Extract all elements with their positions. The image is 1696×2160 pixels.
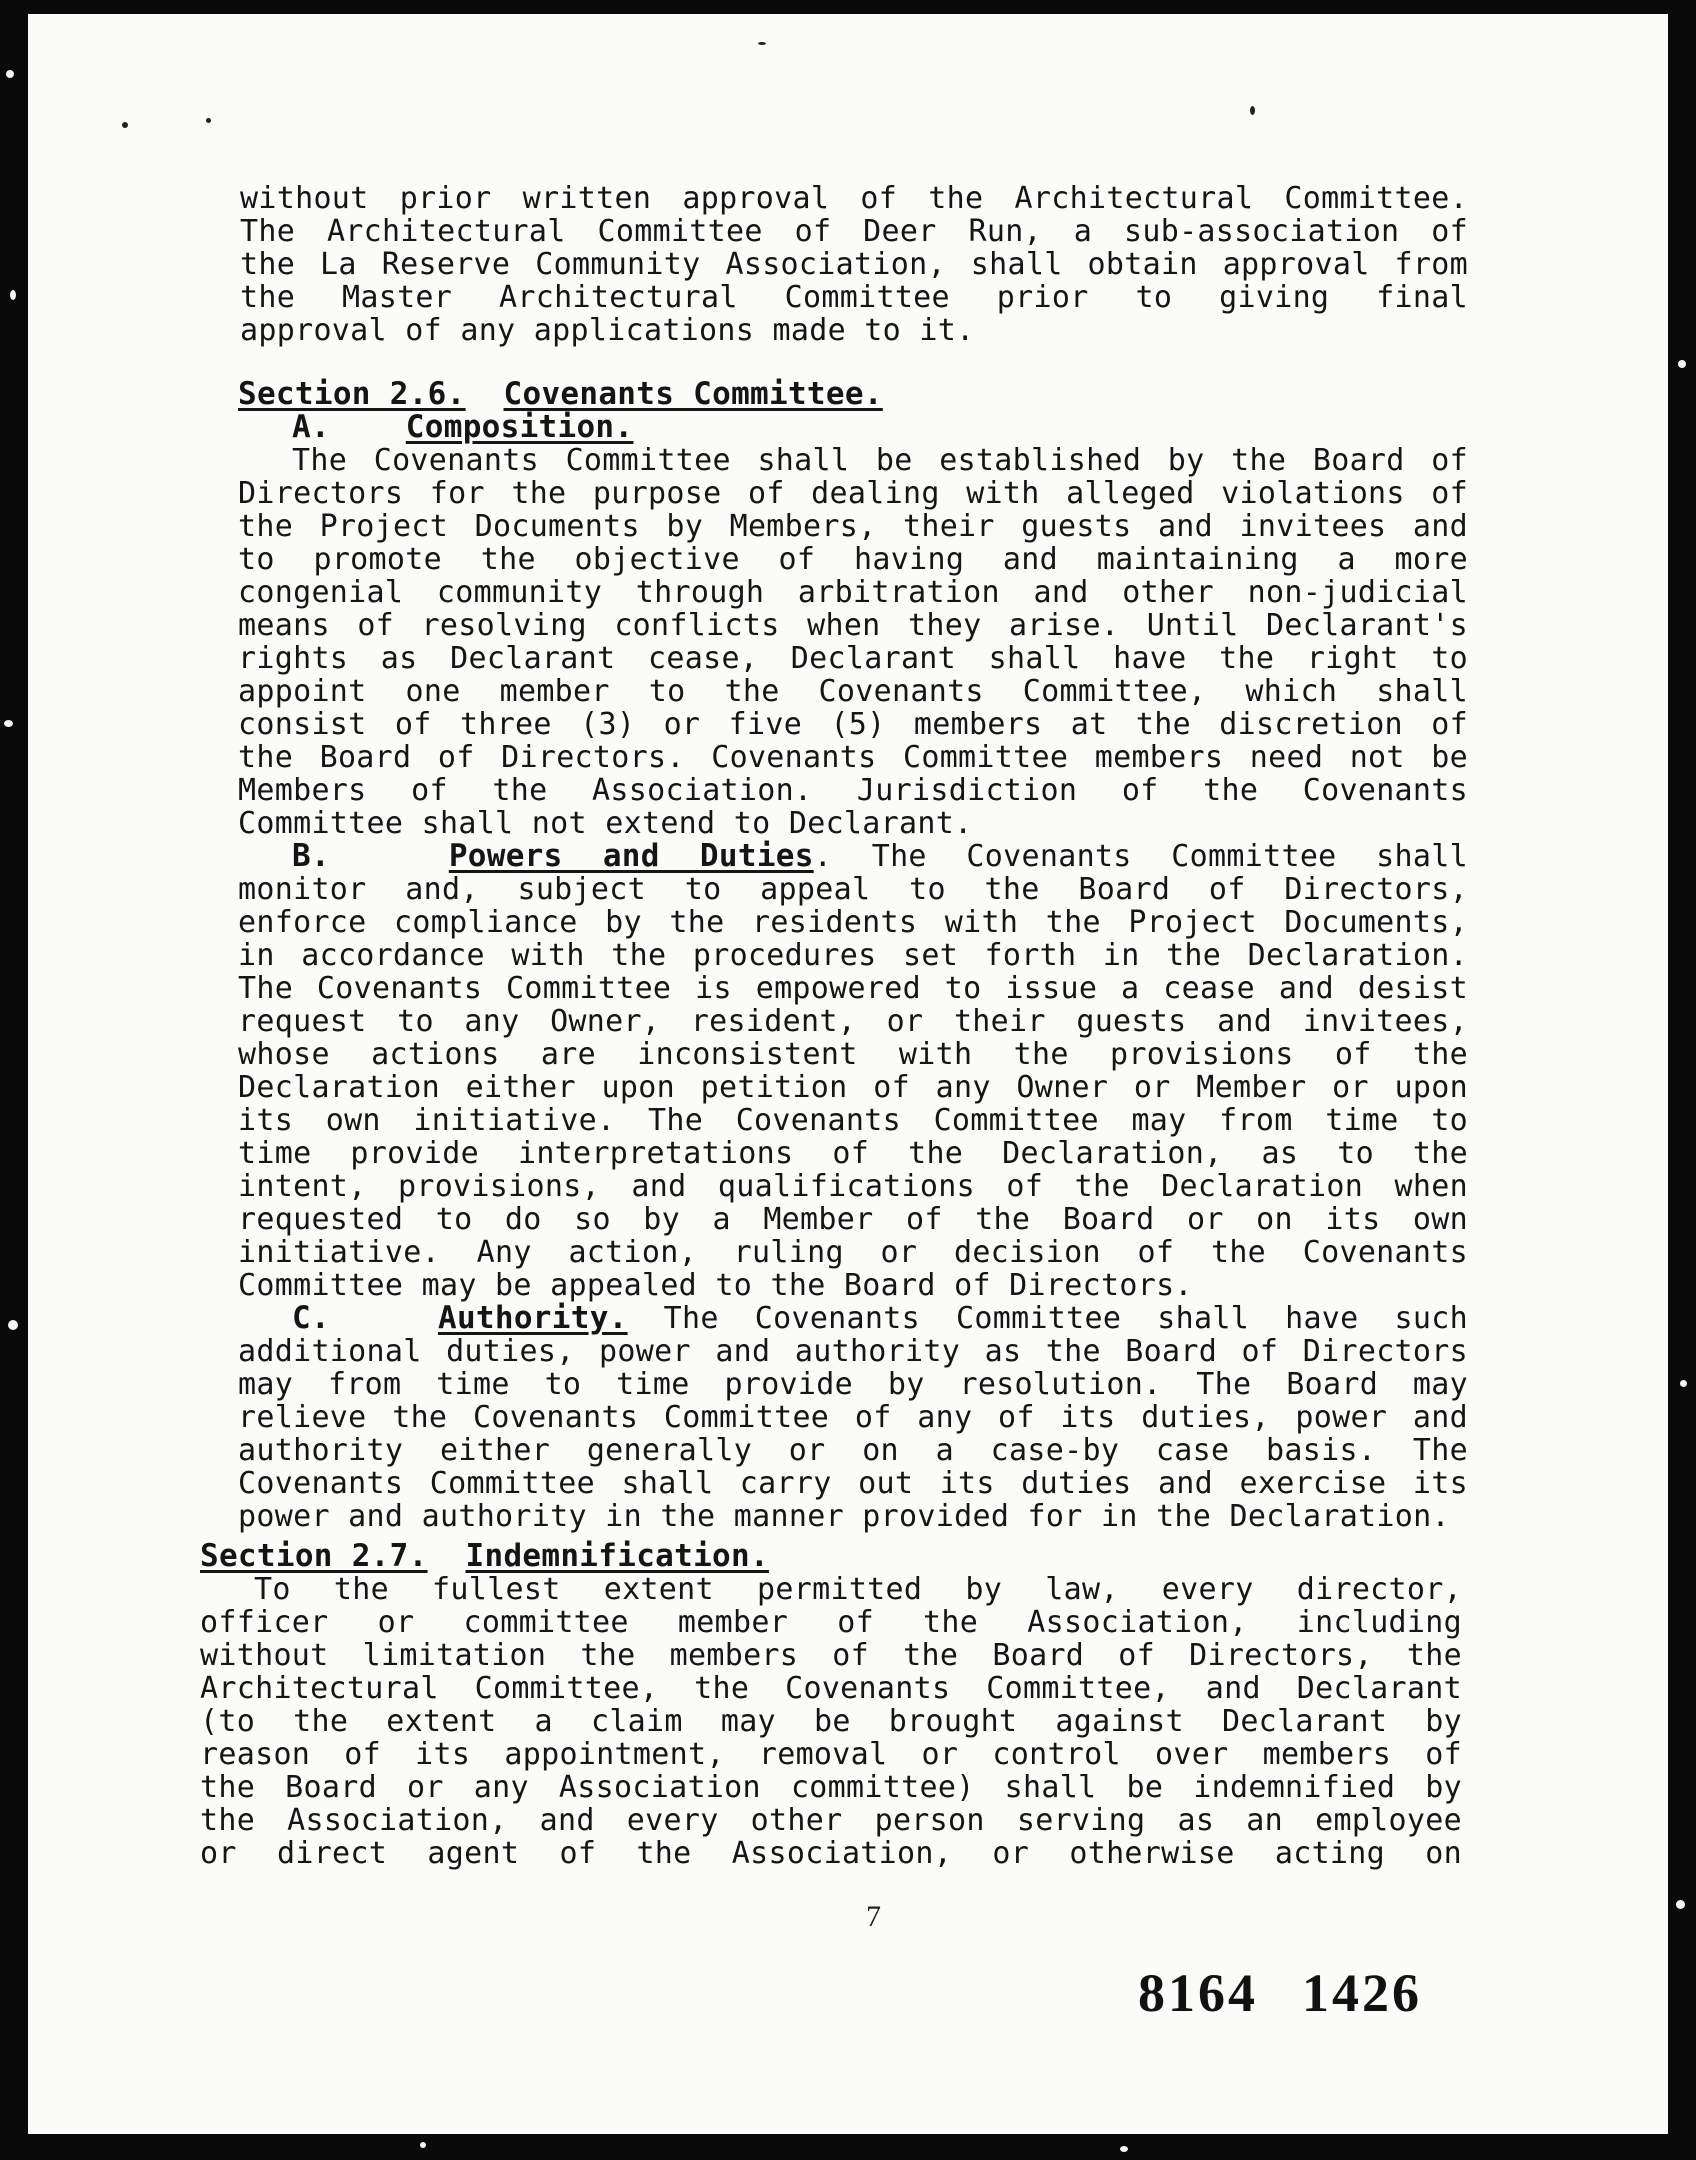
text-line: To the fullest extent permitted by law, every director, — [254, 1572, 1462, 1607]
subsection-title: Powers and Duties — [448, 838, 814, 874]
scan-noise — [1680, 1380, 1687, 1387]
text-line: Covenants Committee shall carry out its duties and exercise its — [238, 1466, 1468, 1501]
text-line: Declaration either upon petition of any Owner or Member or upon — [238, 1070, 1468, 1105]
text-line: officer or committee member of the Association, including — [200, 1605, 1462, 1640]
recording-stamp — [1138, 1962, 1422, 2024]
scan-speck — [206, 118, 211, 123]
text-line: congenial community through arbitration and other non-judicial — [238, 575, 1468, 610]
text-line: The Covenants Committee shall be established by the Board of — [292, 443, 1468, 478]
subsection-b-heading — [238, 840, 1468, 873]
text-line: authority either generally or on a case-by case basis. The — [238, 1433, 1468, 1468]
section-title: Indemnification. — [465, 1538, 769, 1574]
text-line: additional duties, power and authority as the Board of Directors — [238, 1334, 1468, 1369]
section-2-7-heading — [200, 1540, 1462, 1573]
section-title: Covenants Committee. — [503, 376, 883, 412]
text-line: Committee shall not extend to Declarant. — [238, 806, 973, 841]
text-line: request to any Owner, resident, or their guests and invitees, — [238, 1004, 1468, 1039]
subsection-label: C. — [292, 1300, 330, 1336]
subsection-c-heading — [238, 1302, 1468, 1335]
scan-noise — [4, 720, 13, 727]
section-number: Section 2.7. — [200, 1538, 428, 1574]
text-line: without prior written approval of the Architectural Committee. — [240, 181, 1468, 216]
text-line: whose actions are inconsistent with the provisions of the — [238, 1037, 1468, 1072]
subsection-title: Composition. — [405, 409, 634, 445]
section-2-6 — [238, 378, 1468, 1533]
scan-noise — [8, 1320, 18, 1330]
text-line: Directors for the purpose of dealing with alleged violations of — [238, 476, 1468, 511]
text-line: without limitation the members of the Board of Directors, the — [200, 1638, 1462, 1673]
stamp-page-number: 1426 — [1302, 1963, 1422, 2023]
text-line: requested to do so by a Member of the Board or on its own — [238, 1202, 1468, 1237]
subsection-title: Authority. — [437, 1300, 628, 1336]
scan-noise — [420, 2142, 426, 2148]
text-line: time provide interpretations of the Declaration, as to the — [238, 1136, 1468, 1171]
subsection-text: The Covenants Committee shall have such — [627, 1301, 1468, 1336]
text-line: Architectural Committee, the Covenants Committee, and Declarant — [200, 1671, 1462, 1706]
subsection-label: B. — [292, 838, 330, 874]
paragraph-intro — [240, 182, 1468, 347]
text-line: intent, provisions, and qualifications of the Declaration when — [238, 1169, 1468, 1204]
scan-noise — [1120, 2146, 1128, 2152]
text-line: the Association, and every other person serving as an employee — [200, 1803, 1462, 1838]
document-page — [28, 14, 1668, 2134]
section-2-6-heading — [238, 378, 1468, 411]
scan-noise — [6, 70, 14, 78]
text-line: the La Reserve Community Association, shall obtain approval from — [240, 247, 1468, 282]
text-line: Committee may be appealed to the Board of Directors. — [238, 1268, 1193, 1303]
scan-noise — [1678, 360, 1686, 368]
page-number: 7 — [866, 1900, 881, 1933]
scan-noise — [10, 290, 16, 300]
subsection-text: . The Covenants Committee shall — [813, 839, 1468, 874]
text-line: to promote the objective of having and maintaining a more — [238, 542, 1468, 577]
text-line: appoint one member to the Covenants Committee, which shall — [238, 674, 1468, 709]
text-line: the Board or any Association committee) shall be indemnified by — [200, 1770, 1462, 1805]
stamp-book-number: 8164 — [1138, 1963, 1258, 2023]
text-line: The Covenants Committee is empowered to issue a cease and desist — [238, 971, 1468, 1006]
text-line: or direct agent of the Association, or otherwise acting on — [200, 1836, 1462, 1871]
section-2-7 — [200, 1540, 1462, 1870]
subsection-label: A. — [292, 409, 330, 445]
scan-noise — [1676, 1900, 1685, 1909]
text-line: power and authority in the manner provided for in the Declaration. — [238, 1499, 1450, 1534]
text-line: Members of the Association. Jurisdiction of the Covenants — [238, 773, 1468, 808]
text-line: (to the extent a claim may be brought against Declarant by — [200, 1704, 1462, 1739]
scan-speck — [758, 42, 766, 45]
text-line: initiative. Any action, ruling or decision of the Covenants — [238, 1235, 1468, 1270]
text-line: monitor and, subject to appeal to the Board of Directors, — [238, 872, 1468, 907]
text-line: means of resolving conflicts when they arise. Until Declarant's — [238, 608, 1468, 643]
scan-speck — [122, 122, 128, 128]
text-line: consist of three (3) or five (5) members at the discretion of — [238, 707, 1468, 742]
text-line: in accordance with the procedures set forth in the Declaration. — [238, 938, 1468, 973]
subsection-a-heading — [238, 411, 1468, 444]
text-line: the Project Documents by Members, their guests and invitees and — [238, 509, 1468, 544]
text-line: may from time to time provide by resolution. The Board may — [238, 1367, 1468, 1402]
text-line: reason of its appointment, removal or control over members of — [200, 1737, 1462, 1772]
scan-speck — [1250, 106, 1255, 115]
text-line: The Architectural Committee of Deer Run, a sub-association of — [240, 214, 1468, 249]
text-line: the Board of Directors. Covenants Committee members need not be — [238, 740, 1468, 775]
text-line: its own initiative. The Covenants Committee may from time to — [238, 1103, 1468, 1138]
section-number: Section 2.6. — [238, 376, 466, 412]
text-line: rights as Declarant cease, Declarant shall have the right to — [238, 641, 1468, 676]
text-line: the Master Architectural Committee prior to giving final — [240, 280, 1468, 315]
text-line: approval of any applications made to it. — [240, 313, 975, 348]
text-line: relieve the Covenants Committee of any of its duties, power and — [238, 1400, 1468, 1435]
text-line: enforce compliance by the residents with the Project Documents, — [238, 905, 1468, 940]
